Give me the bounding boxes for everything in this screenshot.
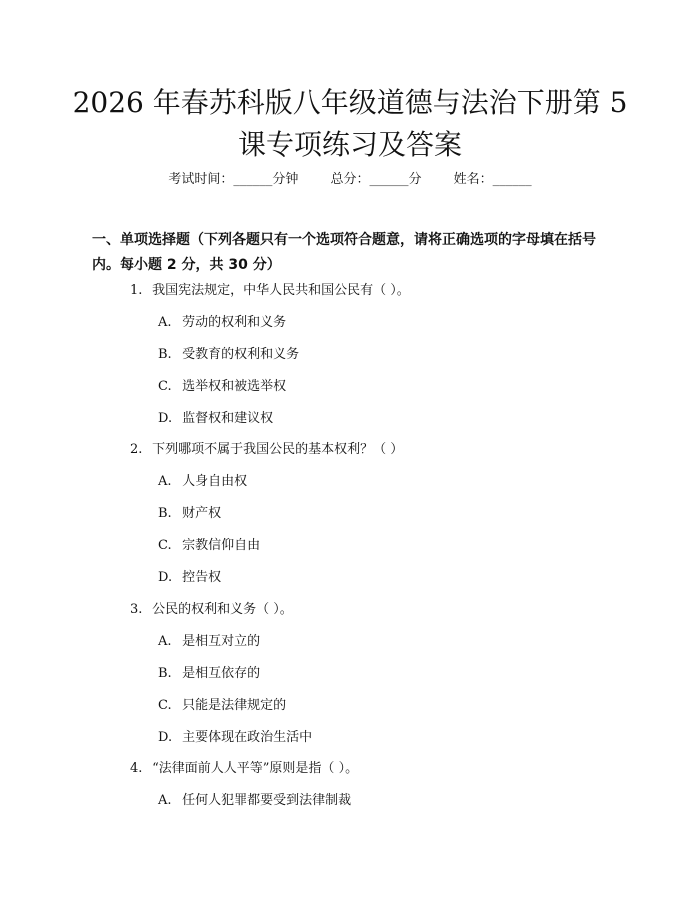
option-label: D. — [158, 730, 173, 745]
option-label: A. — [158, 634, 172, 649]
question-text: 公民的权利和义务（ ）。 — [152, 602, 293, 617]
option-text: 控告权 — [182, 570, 222, 585]
question-stem — [130, 602, 293, 618]
answer-option — [158, 379, 286, 395]
option-label: C. — [158, 538, 172, 553]
question-number: 4. — [130, 761, 143, 776]
answer-option — [158, 315, 286, 331]
question-text: “法律面前人人平等”原则是指（ ）。 — [152, 761, 359, 776]
answer-option — [158, 634, 260, 650]
question-text: 我国宪法规定，中华人民共和国公民有（ ）。 — [152, 283, 410, 298]
answer-option — [158, 474, 247, 490]
answer-option — [158, 698, 286, 714]
option-text: 人身自由权 — [182, 474, 248, 489]
question-number: 2. — [130, 442, 143, 457]
student-name-field: 姓名：______ — [453, 172, 532, 187]
answer-option — [158, 793, 351, 809]
option-text: 劳动的权利和义务 — [182, 315, 287, 330]
option-text: 是相互对立的 — [182, 634, 261, 649]
question-number: 3. — [130, 602, 143, 617]
option-label: B. — [158, 666, 172, 681]
exam-time-field: 考试时间：______分钟 — [168, 172, 299, 187]
answer-option — [158, 506, 221, 522]
answer-option — [158, 570, 221, 586]
option-label: A. — [158, 315, 172, 330]
option-label: B. — [158, 506, 172, 521]
question-stem — [130, 761, 358, 777]
option-label: A. — [158, 793, 172, 808]
option-label: D. — [158, 411, 173, 426]
option-label: B. — [158, 347, 172, 362]
option-text: 是相互依存的 — [182, 666, 261, 681]
title-line-1: 2026 年春苏科版八年级道德与法治下册第 5 — [72, 86, 628, 119]
question-number: 1. — [130, 283, 143, 298]
answer-option — [158, 347, 299, 363]
title-line-2: 课专项练习及答案 — [237, 128, 462, 161]
question-text: 下列哪项不属于我国公民的基本权利？（ ） — [152, 442, 404, 457]
option-text: 监督权和建议权 — [182, 411, 274, 426]
answer-option — [158, 730, 312, 746]
option-text: 宗教信仰自由 — [182, 538, 261, 553]
total-score-field: 总分：______分 — [330, 172, 422, 187]
option-text: 受教育的权利和义务 — [182, 347, 300, 362]
question-stem — [130, 442, 403, 458]
option-text: 任何人犯罪都要受到法律制裁 — [182, 793, 352, 808]
option-text: 只能是法律规定的 — [182, 698, 287, 713]
option-text: 选举权和被选举权 — [182, 379, 287, 394]
option-text: 财产权 — [182, 506, 222, 521]
option-label: D. — [158, 570, 173, 585]
answer-option — [158, 538, 260, 554]
option-label: C. — [158, 698, 172, 713]
option-label: C. — [158, 379, 172, 394]
section-heading-single-choice: 一、单项选择题（下列各题只有一个选项符合题意，请将正确选项的字母填在括号内。每小题 2 分，共 30 分） — [92, 232, 596, 273]
option-text: 主要体现在政治生活中 — [182, 730, 313, 745]
answer-option — [158, 411, 273, 427]
option-label: A. — [158, 474, 172, 489]
answer-option — [158, 666, 260, 682]
question-stem — [130, 283, 410, 299]
